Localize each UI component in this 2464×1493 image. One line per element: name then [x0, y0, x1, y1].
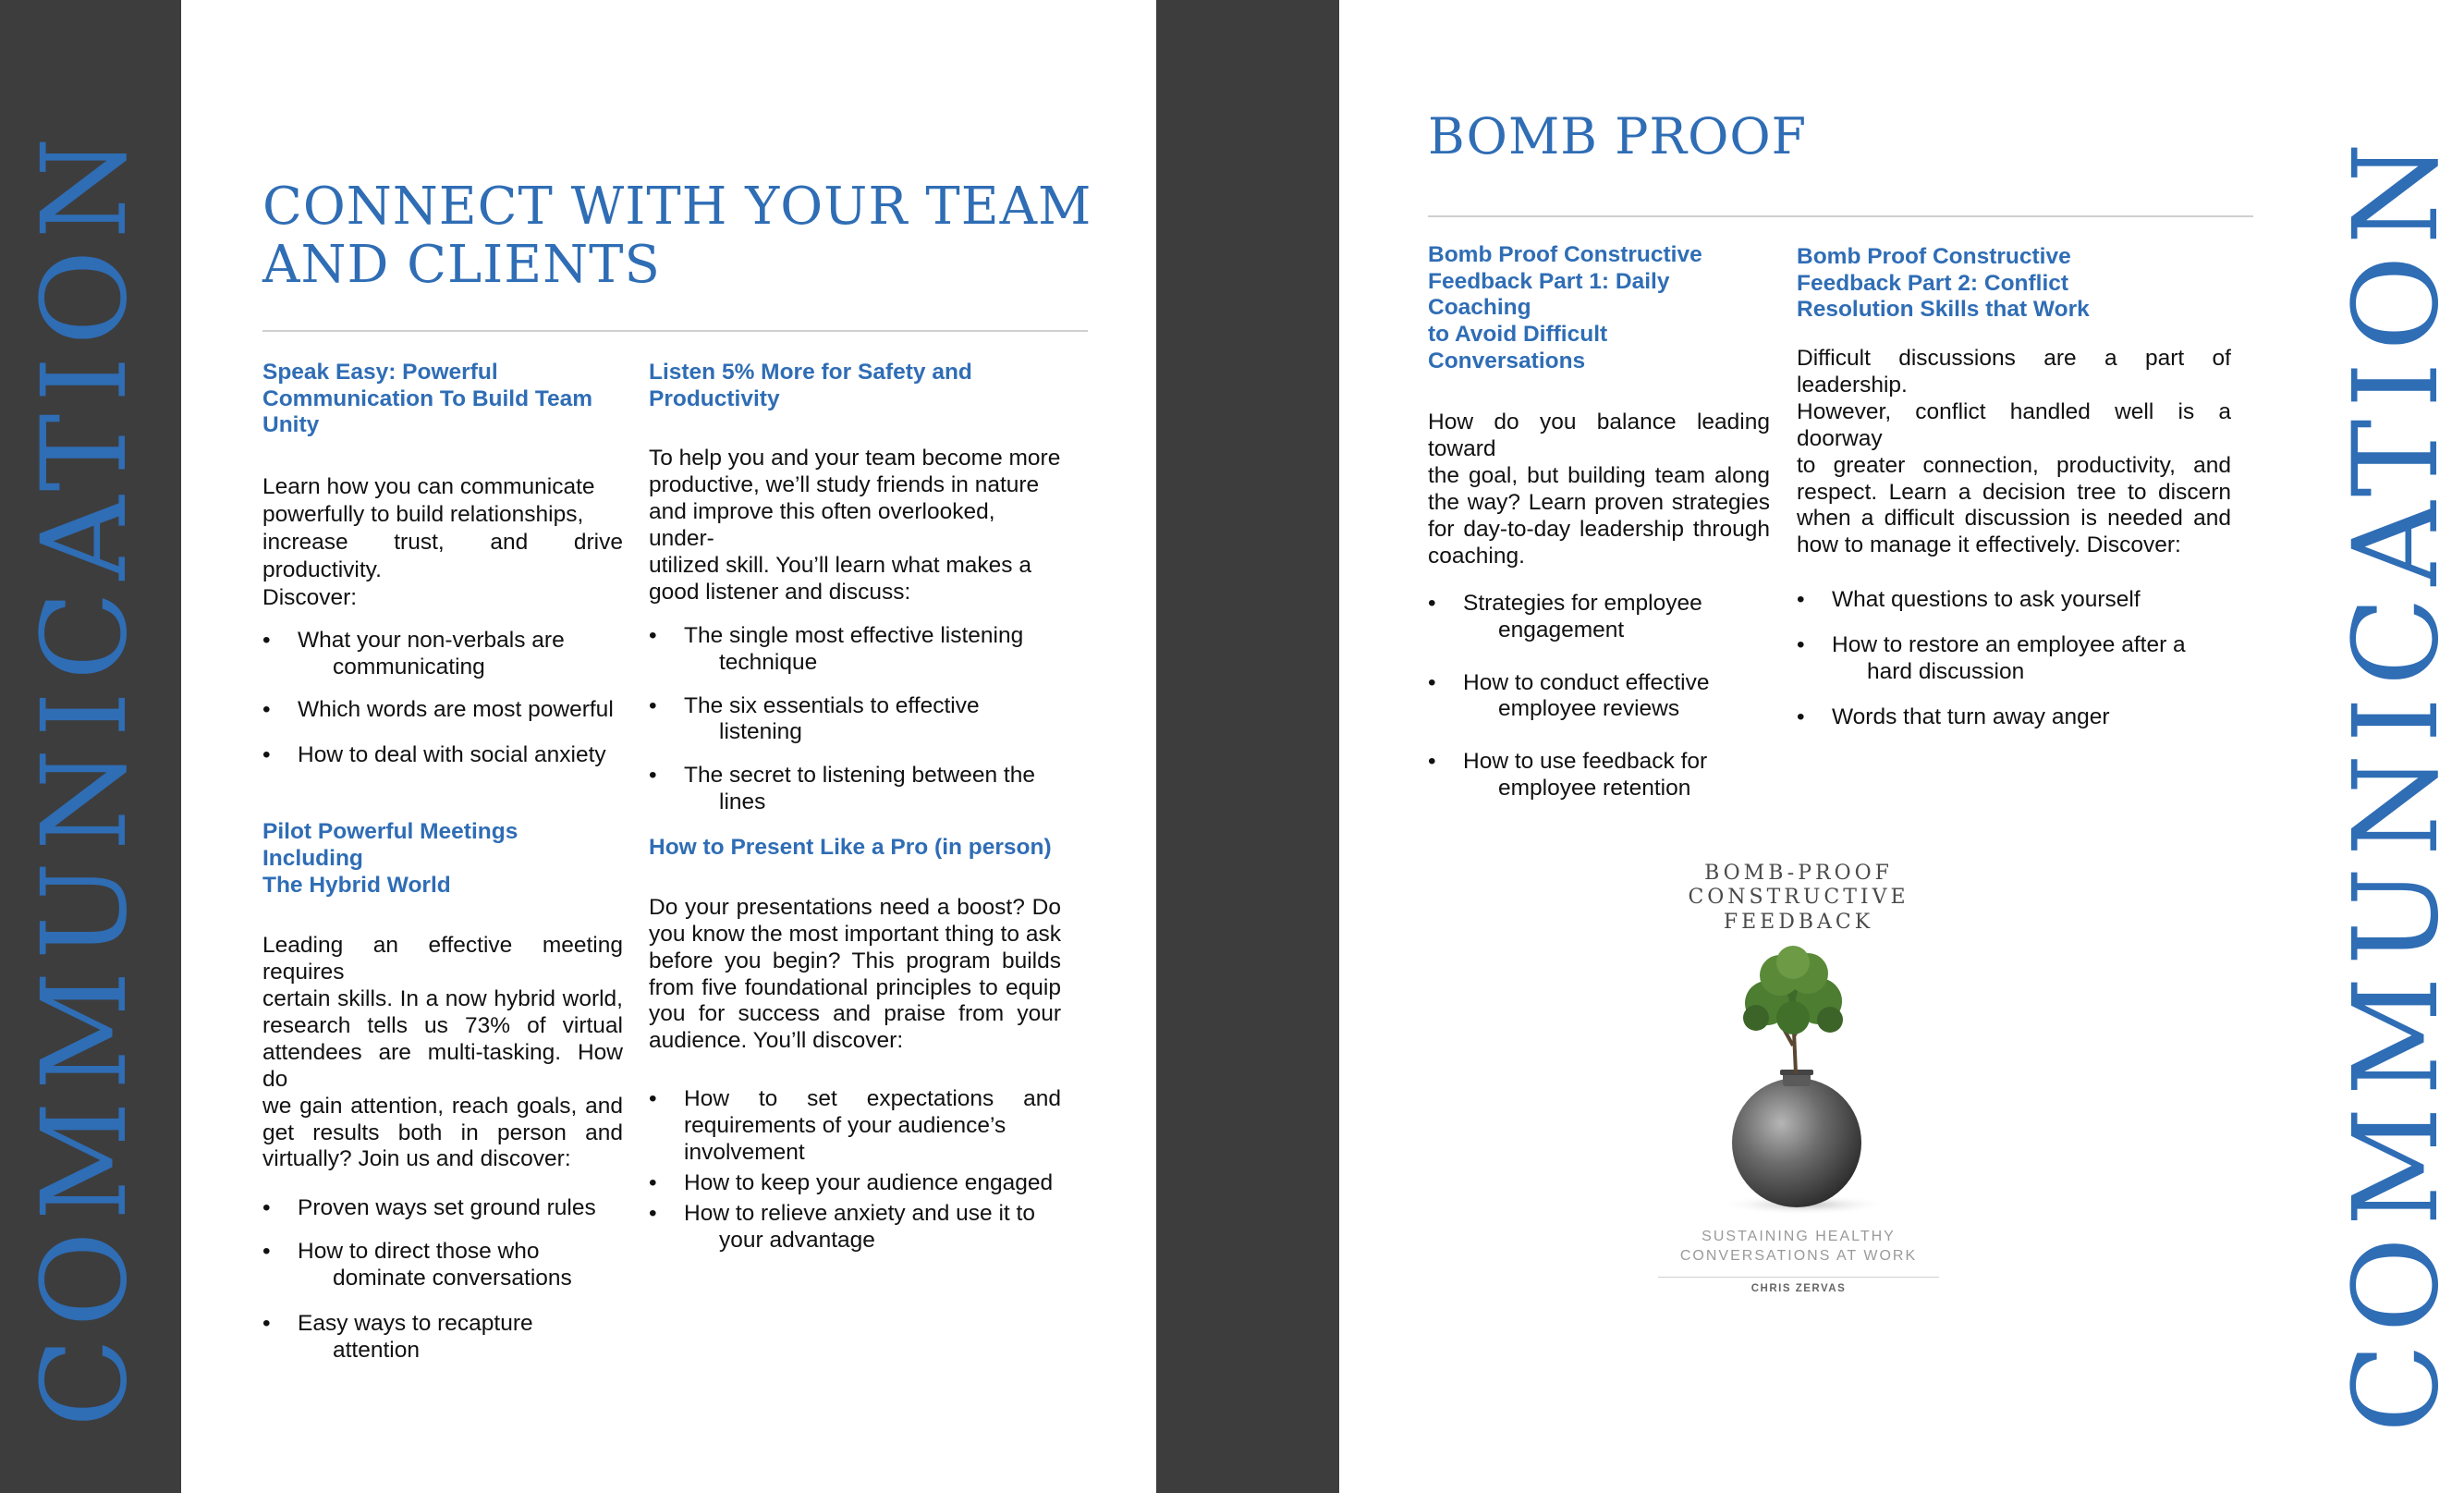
body-line: Discover:	[262, 585, 358, 611]
section-heading	[1797, 244, 2231, 324]
bullet-list	[649, 623, 1061, 816]
title-line: AND CLIENTS	[262, 235, 661, 296]
body-line: good listener and discuss:	[649, 579, 911, 605]
heading-line: Productivity	[649, 385, 780, 411]
bullet-line: • Which words are most powerful	[298, 697, 614, 723]
list-item	[649, 1086, 1061, 1167]
bullet-line: How to direct those who	[298, 1239, 540, 1265]
book-author: CHRIS ZERVAS	[1750, 1283, 1847, 1294]
list-item	[262, 628, 623, 681]
left-side-label: COMMUNICATION	[17, 126, 152, 1427]
heading-line: Bomb Proof Constructive	[1428, 242, 1702, 267]
body-line: virtually? Join us and discover:	[262, 1146, 571, 1172]
title-line: CONNECT WITH YOUR TEAM	[262, 177, 1092, 237]
list-item	[1797, 632, 2231, 686]
body-line: Learn how you can communicate	[262, 473, 595, 499]
section-pilot-meetings	[262, 819, 623, 1365]
heading-line: Feedback Part 2: Conflict	[1797, 270, 2069, 296]
heading-line: Bomb Proof Constructive	[1797, 244, 2071, 269]
section-heading	[649, 360, 1061, 412]
heading-line: Resolution Skills that Work	[1797, 297, 2090, 323]
bullet-line: • Proven ways set ground rules	[298, 1195, 596, 1221]
body-line: Difficult discussions are a part of leadership.	[1797, 345, 2231, 398]
right-column-1	[1428, 0, 1770, 802]
heading-line: How to Present Like a Pro (in person)	[649, 835, 1052, 861]
bullet-list	[1428, 591, 1770, 802]
list-item	[1428, 670, 1770, 724]
bullet-line: How to restore an employee after a	[1832, 632, 2186, 658]
list-item	[649, 763, 1061, 816]
bomb-body	[1732, 1078, 1861, 1207]
section-body	[1797, 346, 2231, 559]
body-line: the way? Learn proven strategies	[1428, 490, 1770, 515]
body-line: respect. Learn a decision tree to discern	[1797, 479, 2231, 505]
bullet-line: How to conduct effective	[1463, 669, 1710, 695]
bullet-line: communicating	[333, 654, 485, 679]
list-item	[262, 742, 623, 769]
tree-in-bomb-illustration	[1701, 944, 1897, 1221]
bullet-line: How to use feedback for	[1463, 749, 1708, 775]
right-page-title: BOMB PROOF	[1428, 107, 1808, 165]
body-line: However, conflict handled well is a doorway	[1797, 398, 2231, 451]
right-side-label: COMMUNICATION	[2328, 131, 2464, 1433]
body-line: audience. You’ll discover:	[649, 1028, 904, 1054]
bullet-list	[1797, 587, 2231, 731]
body-line: coaching.	[1428, 543, 1525, 569]
body-line: Do your presentations need a boost? Do	[649, 894, 1061, 920]
bullet-line: hard discussion	[1867, 659, 2025, 685]
body-line: you for success and praise from your	[649, 1001, 1061, 1027]
body-line: attendees are multi-tasking. How do	[262, 1039, 623, 1092]
body-line: Leading an effective meeting requires	[262, 933, 623, 985]
section-body	[649, 895, 1061, 1055]
bullet-line: attention	[333, 1337, 420, 1363]
bullet-line: employee reviews	[1498, 696, 1680, 722]
bullet-line: • What questions to ask yourself	[1832, 587, 2141, 613]
section-heading	[262, 360, 623, 439]
heading-line: Communication To Build Team	[262, 385, 593, 411]
body-line: utilized skill. You’ll learn what makes a	[649, 552, 1031, 578]
bullet-line: lines	[719, 789, 766, 815]
body-line: get results both in person and	[262, 1120, 623, 1145]
bullet-line: • How to keep your audience engaged	[684, 1170, 1054, 1195]
book-title-line: CONSTRUCTIVE	[1688, 886, 1909, 910]
tree-canopy	[1743, 946, 1843, 1034]
bullet-line: What your non-verbals are	[298, 627, 565, 653]
heading-line: Listen 5% More for Safety and	[649, 360, 972, 385]
heading-line: The Hybrid World	[262, 872, 451, 898]
bullet-line: your advantage	[719, 1227, 875, 1253]
body-line: when a difficult discussion is needed and	[1797, 506, 2231, 532]
bullet-line: listening	[719, 719, 802, 745]
book-title-line: BOMB-PROOF	[1704, 862, 1893, 885]
book-subtitle-line: SUSTAINING HEALTHY	[1702, 1229, 1896, 1244]
section-heading	[1428, 242, 1770, 374]
section-feedback-part-1	[1428, 242, 1770, 802]
heading-line: Unity	[262, 412, 320, 438]
section-listen	[649, 360, 1061, 816]
body-line: and improve this often overlooked, under-	[649, 499, 995, 552]
left-column-1	[262, 0, 623, 1365]
section-heading	[262, 819, 623, 899]
heading-line: Pilot Powerful Meetings Including	[262, 819, 518, 871]
section-heading	[649, 835, 1061, 862]
book-cover	[1654, 856, 1943, 1296]
list-item	[649, 623, 1061, 677]
book-title-line: FEEDBACK	[1723, 910, 1874, 934]
body-line: increase trust, and drive productivity.	[262, 530, 623, 583]
body-line: How do you balance leading toward	[1428, 410, 1770, 462]
bullet-line: The secret to listening between the	[684, 763, 1035, 789]
bullet-list	[262, 628, 623, 770]
heading-line: to Avoid Difficult Conversations	[1428, 321, 1608, 373]
bullet-line: Strategies for employee	[1463, 590, 1702, 616]
section-body	[649, 446, 1061, 606]
list-item	[1797, 704, 2231, 731]
book-subtitle	[1654, 1228, 1943, 1267]
bullet-list	[262, 1195, 623, 1365]
body-line: research tells us 73% of virtual	[262, 1012, 623, 1038]
left-column-2	[649, 0, 1061, 1254]
section-body	[262, 473, 623, 613]
bullet-line: • How to deal with social anxiety	[298, 742, 606, 768]
body-line: before you begin? This program builds	[649, 948, 1061, 973]
list-item	[1797, 587, 2231, 614]
bullet-line: • How to set expectations and	[684, 1086, 1061, 1112]
bullet-line: requirements of your audience’s	[684, 1113, 1006, 1139]
bullet-line: technique	[719, 649, 818, 675]
bullet-line: How to relieve anxiety and use it to	[684, 1200, 1035, 1226]
bullet-line: employee retention	[1498, 776, 1691, 802]
heading-line: Speak Easy: Powerful	[262, 360, 498, 385]
list-item	[649, 1170, 1061, 1197]
bullet-line: Easy ways to recapture	[298, 1311, 533, 1337]
body-line: for day-to-day leadership through	[1428, 516, 1770, 542]
body-line: to greater connection, productivity, and	[1797, 452, 2231, 478]
list-item	[649, 1201, 1061, 1254]
left-sidebar-band	[0, 0, 181, 1493]
bullet-line: dominate conversations	[333, 1266, 572, 1291]
section-body	[1428, 410, 1770, 569]
body-line: the goal, but building team along	[1428, 463, 1770, 489]
section-feedback-part-2	[1797, 244, 2231, 731]
body-line: we gain attention, reach goals, and	[262, 1093, 623, 1119]
body-line: productive, we’ll study friends in nature	[649, 472, 1040, 498]
body-line: To help you and your team become more	[649, 446, 1061, 471]
bullet-line: The single most effective listening	[684, 622, 1024, 648]
list-item	[649, 693, 1061, 747]
list-item	[1428, 591, 1770, 644]
book-divider	[1658, 1277, 1939, 1278]
list-item	[1428, 749, 1770, 802]
bullet-line: involvement	[684, 1140, 805, 1166]
section-speak-easy	[262, 360, 623, 769]
body-line: from five foundational principles to equip	[649, 974, 1061, 1000]
right-column-2	[1797, 0, 2231, 731]
bullet-list	[649, 1086, 1061, 1254]
list-item	[262, 697, 623, 724]
book-title	[1654, 862, 1943, 935]
heading-line: Feedback Part 1: Daily Coaching	[1428, 268, 1670, 321]
body-line: you know the most important thing to ask	[649, 921, 1061, 947]
bullet-line: The six essentials to effective	[684, 692, 980, 718]
section-present-like-a-pro	[649, 835, 1061, 1254]
bullet-line: • Words that turn away anger	[1832, 704, 2110, 729]
bullet-line: engagement	[1498, 617, 1625, 642]
list-item	[262, 1311, 623, 1365]
list-item	[262, 1239, 623, 1292]
body-line: powerfully to build relationships,	[262, 502, 584, 528]
body-line: how to manage it effectively. Discover:	[1797, 532, 2181, 558]
section-body	[262, 933, 623, 1173]
book-subtitle-line: CONVERSATIONS AT WORK	[1679, 1247, 1918, 1264]
body-line: certain skills. In a now hybrid world,	[262, 986, 623, 1011]
list-item	[262, 1195, 623, 1222]
